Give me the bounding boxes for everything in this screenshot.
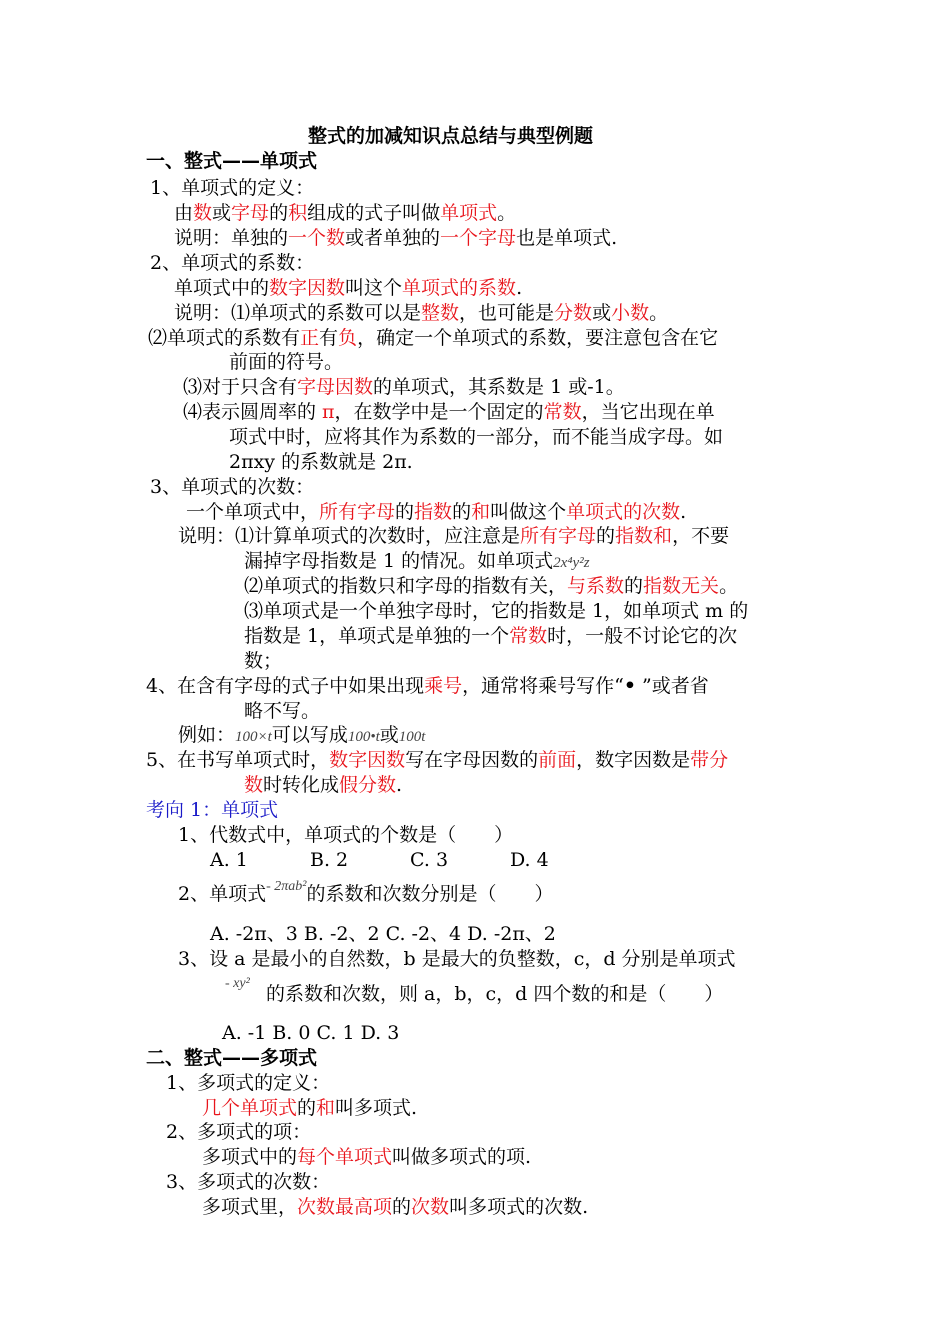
exercise-heading: 考向 1：单项式 [146, 799, 279, 821]
coefficient-note-4: ⑷表示圆周率的 π，在数学中是一个固定的常数，当它出现在单 [183, 401, 715, 423]
monomial-coefficient-text: 单项式中的数字因数叫这个单项式的系数. [174, 277, 523, 299]
question-1: 1、代数式中，单项式的个数是（ ） [178, 824, 514, 846]
monomial-definition-text: 由数或字母的积组成的式子叫做单项式。 [174, 202, 517, 224]
multiplication-example: 例如：100×t可以写成100•t或100t [178, 724, 426, 746]
writing-rule-cont: 数时转化成假分数. [244, 774, 403, 796]
degree-note-3-end: 数； [244, 650, 283, 672]
polynomial-term-title: 2、多项式的项： [166, 1121, 312, 1143]
question-3-cont: 的系数和次数，则 a，b，c，d 四个数的和是（ ） [266, 983, 724, 1005]
degree-note-3: ⑶单项式是一个单独字母时，它的指数是 1，如单项式 m 的 [244, 600, 749, 622]
degree-note-1: 说明：⑴计算单项式的次数时，应注意是所有字母的指数和，不要 [178, 525, 730, 547]
option-a: A. 1 [210, 849, 248, 871]
question-2: 2、单项式$^{- 2\pi ab^2}$的系数和次数分别是（ ） [178, 879, 554, 905]
multiplication-sign-rule: 4、在含有字母的式子中如果出现乘号，通常将乘号写作“• ”或者省 [146, 675, 709, 697]
degree-note-2: ⑵单项式的指数只和字母的指数有关，与系数的指数无关。 [244, 575, 739, 597]
coefficient-note-4-cont: 项式中时，应将其作为系数的一部分，而不能当成字母。如 [229, 426, 724, 448]
coefficient-note-4-example: 2πxy 的系数就是 2π. [229, 451, 413, 473]
coefficient-note-3: ⑶对于只含有字母因数的单项式，其系数是 1 或-1。 [183, 376, 625, 398]
monomial-definition-note: 说明：单独的一个数或者单独的一个字母也是单项式. [174, 227, 618, 249]
coefficient-note-1: 说明：⑴单项式的系数可以是整数，也可能是分数或小数。 [174, 302, 669, 324]
writing-rule: 5、在书写单项式时，数字因数写在字母因数的前面，数字因数是带分 [146, 749, 729, 771]
polynomial-term-text: 多项式中的每个单项式叫做多项式的项. [202, 1146, 532, 1168]
section-heading-monomial: 一、整式——单项式 [146, 150, 318, 172]
multiplication-sign-rule-cont: 略不写。 [244, 700, 321, 722]
question-3-options: A. -1 B. 0 C. 1 D. 3 [222, 1022, 400, 1044]
page-title: 整式的加减知识点总结与典型例题 [308, 125, 594, 147]
section-heading-polynomial: 二、整式——多项式 [146, 1047, 318, 1069]
question-3: 3、设 a 是最小的自然数，b 是最大的负整数，c，d 分别是单项式 [178, 948, 736, 970]
question-2-options: A. -2π、3 B. -2、2 C. -2、4 D. -2π、2 [210, 923, 556, 945]
coefficient-note-2-cont: 前面的符号。 [229, 351, 344, 373]
polynomial-definition-text: 几个单项式的和叫多项式. [202, 1097, 418, 1119]
degree-note-1-cont: 漏掉字母指数是 1 的情况。如单项式2x⁴y²z [244, 550, 590, 572]
monomial-formula: 2x⁴y²z [553, 555, 590, 571]
coefficient-note-2: ⑵单项式的系数有正有负，确定一个单项式的系数，要注意包含在它 [148, 327, 719, 349]
question-2-formula: - 2πab² [266, 879, 307, 894]
monomial-coefficient-title: 2、单项式的系数： [150, 252, 315, 274]
polynomial-degree-title: 3、多项式的次数： [166, 1171, 331, 1193]
monomial-degree-title: 3、单项式的次数： [150, 476, 315, 498]
monomial-degree-text: 一个单项式中，所有字母的指数的和叫做这个单项式的次数. [186, 501, 687, 523]
monomial-definition-title: 1、单项式的定义： [150, 177, 315, 199]
option-c: C. 3 [410, 849, 449, 871]
polynomial-degree-text: 多项式里，次数最高项的次数叫多项式的次数. [202, 1196, 589, 1218]
polynomial-definition-title: 1、多项式的定义： [166, 1072, 331, 1094]
option-d: D. 4 [510, 849, 549, 871]
question-3-formula: - xy² [225, 976, 250, 991]
degree-note-3-cont: 指数是 1，单项式是单独的一个常数时，一般不讨论它的次 [244, 625, 738, 647]
option-b: B. 2 [310, 849, 349, 871]
